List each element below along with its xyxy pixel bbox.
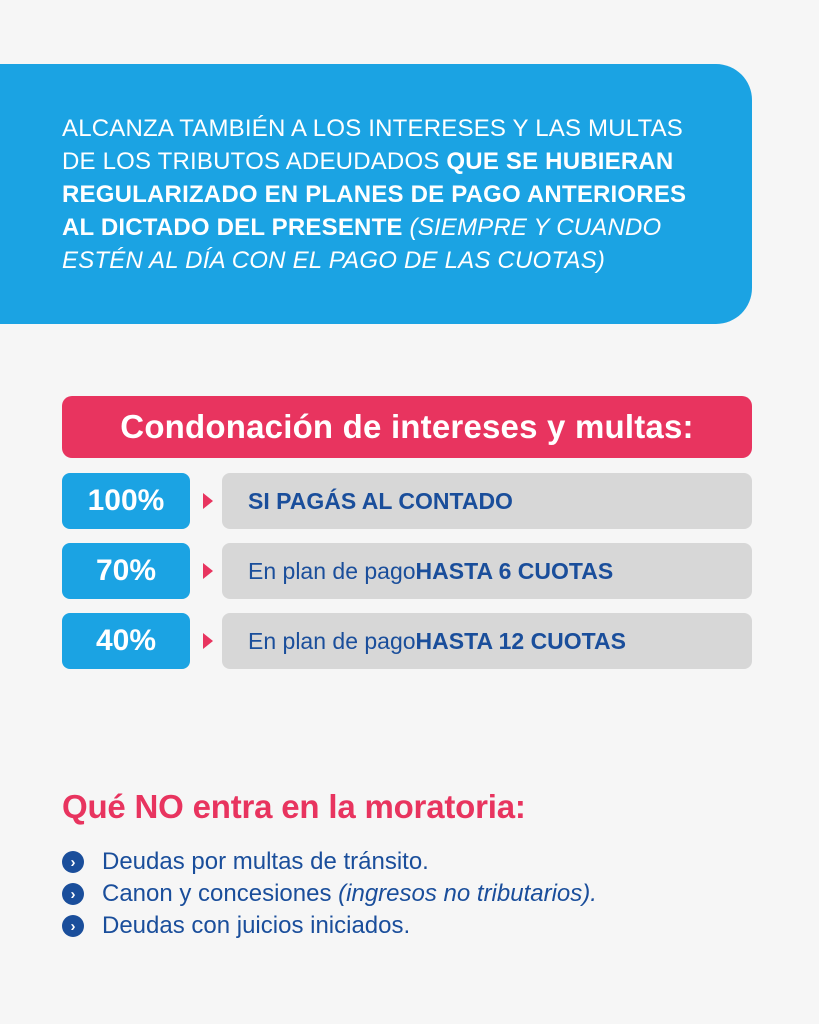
- list-item: [62, 910, 597, 942]
- list-item: [62, 846, 597, 878]
- condonacion-row: [62, 543, 752, 599]
- percent-badge: 70%: [62, 543, 190, 599]
- description-text: En plan de pago: [248, 627, 416, 654]
- info-banner: [0, 64, 752, 324]
- percent-badge: 40%: [62, 613, 190, 669]
- condonacion-title: Condonación de intereses y multas:: [62, 396, 752, 458]
- chevron-right-circle-icon: ›: [62, 851, 84, 873]
- description-text-bold: HASTA 6 CUOTAS: [415, 557, 614, 584]
- banner-text: ALCANZA TAMBIÉN A LOS INTERESES Y LAS MULTAS DE LOS TRIBUTOS ADEUDADOS: [62, 115, 684, 175]
- list-item-text-italic: (ingresos no tributarios).: [338, 880, 597, 907]
- list-item-text: Deudas por multas de tránsito.: [102, 848, 429, 875]
- condonacion-row: [62, 473, 752, 529]
- chevron-right-circle-icon: ›: [62, 915, 84, 937]
- arrow-right-icon: [203, 563, 213, 579]
- list-item-text: Canon y concesiones: [102, 880, 332, 907]
- list-item: [62, 878, 597, 910]
- banner-text-bold: QUE SE HUBIERAN REGULARIZADO EN PLANES DE PAGO ANTERIORES AL DICTADO DEL PRESENTE: [62, 148, 687, 241]
- arrow-right-icon: [203, 633, 213, 649]
- condonacion-description: [222, 543, 752, 599]
- condonacion-row: [62, 613, 752, 669]
- description-text-bold: SI PAGÁS AL CONTADO: [248, 487, 513, 514]
- exclusions-title: Qué NO entra en la moratoria:: [62, 788, 526, 825]
- condonacion-description: [222, 473, 752, 529]
- exclusions-list: [62, 846, 597, 942]
- description-text: En plan de pago: [248, 557, 416, 584]
- list-item-text: Deudas con juicios iniciados.: [102, 912, 411, 939]
- description-text-bold: HASTA 12 CUOTAS: [415, 627, 626, 654]
- percent-badge: 100%: [62, 473, 190, 529]
- chevron-right-circle-icon: ›: [62, 883, 84, 905]
- arrow-right-icon: [203, 493, 213, 509]
- banner-text-italic: (SIEMPRE Y CUANDO ESTÉN AL DÍA CON EL PAGO DE LAS CUOTAS): [62, 214, 662, 274]
- condonacion-description: [222, 613, 752, 669]
